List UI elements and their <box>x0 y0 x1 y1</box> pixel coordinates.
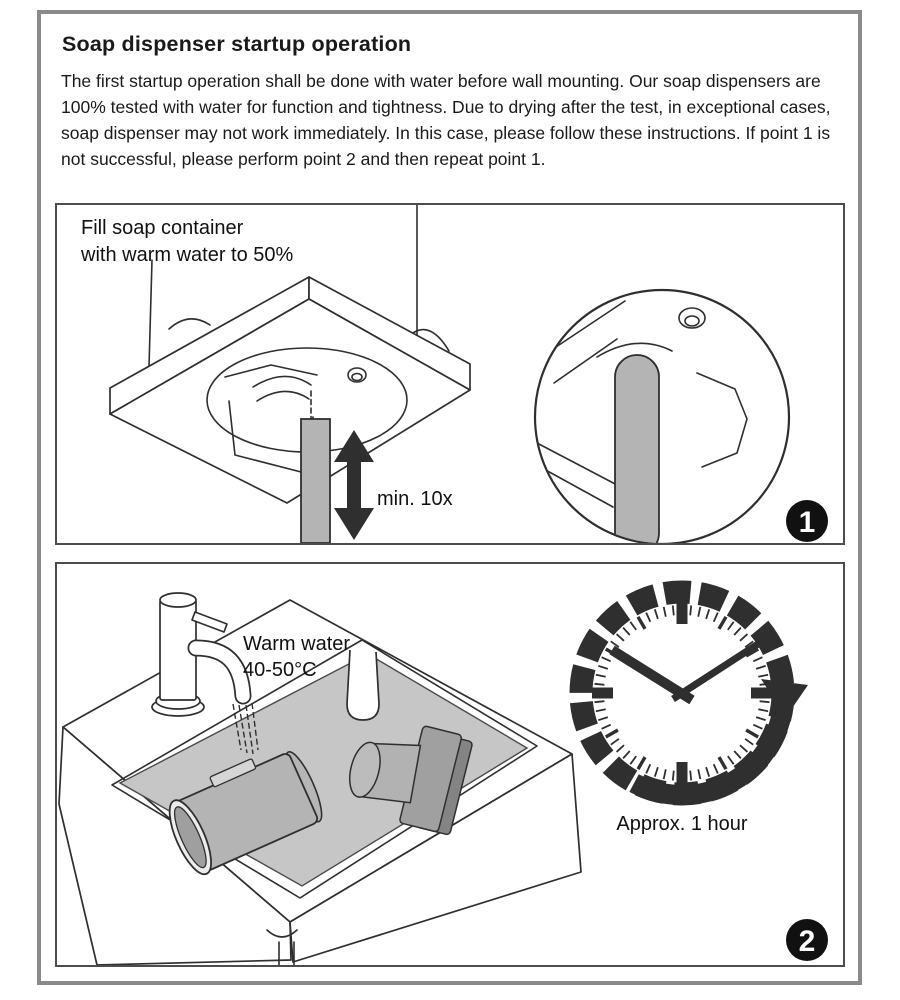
step-2-panel <box>55 562 845 967</box>
svg-text:1: 1 <box>798 506 816 539</box>
step-1-badge <box>786 500 828 542</box>
faucet-lever <box>192 612 227 632</box>
pump-count-label: min. 10x <box>377 488 453 510</box>
svg-text:2: 2 <box>798 925 816 958</box>
fill-label-line2: with warm water to 50% <box>81 244 294 266</box>
step-1-illustration <box>57 205 843 543</box>
screw-hole-detail-icon <box>679 308 705 328</box>
duration-label: Approx. 1 hour <box>616 813 748 835</box>
step-1-panel <box>55 203 845 545</box>
page-title: Soap dispenser startup operation <box>62 32 412 56</box>
fill-label-line1: Fill soap container <box>81 217 244 239</box>
basin-corner-column <box>347 650 379 720</box>
detail-circle-view <box>533 290 789 543</box>
clock-hub <box>678 689 687 698</box>
label-leader-line <box>149 260 152 367</box>
intro-paragraph: The first startup operation shall be done with water before wall mounting. Our soap dispensers are 100% tested with water for function and tightness. Due to drying after the test, in exceptional cases, soap dispenser may not work immediately. In this case, please follow these instructions. If point 1 is not successful, please perform point 2 and then repeat point 1. <box>61 71 831 170</box>
warm-water-label-line1: Warm water <box>243 633 351 655</box>
manual-page <box>37 10 862 985</box>
pump-tube-detail <box>615 355 659 543</box>
warm-water-label-line2: 40-50°C <box>243 659 317 681</box>
step-2-illustration <box>57 564 843 965</box>
pump-tube <box>301 419 330 543</box>
clock-icon <box>581 592 808 795</box>
step-2-badge <box>786 919 828 961</box>
